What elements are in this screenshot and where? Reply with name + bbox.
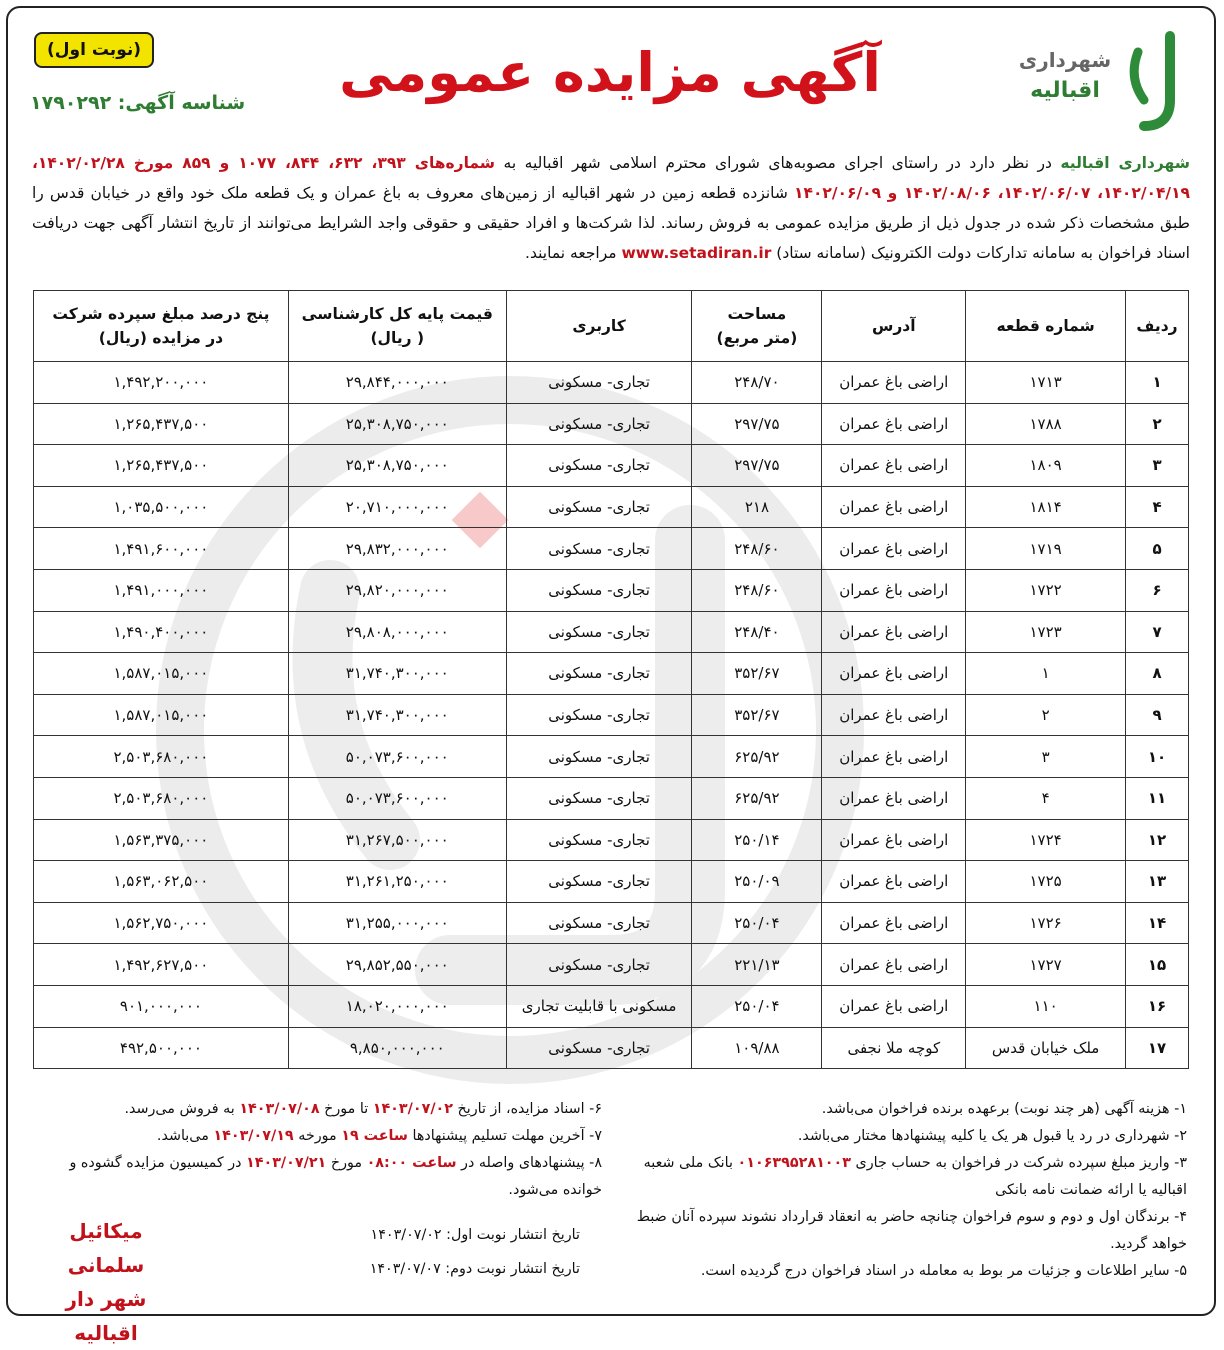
row-number-cell: ۸ [1126,653,1189,695]
header-price-line2: ( ریال) [370,329,425,347]
note-3 [622,1150,1187,1204]
table-row [34,736,1189,778]
usage-cell: تجاری- مسکونی [506,611,692,653]
row-number-cell: ۱۰ [1126,736,1189,778]
price-cell: ۲۹,۸۲۰,۰۰۰,۰۰۰ [288,569,506,611]
notes-right [622,1096,1187,1285]
usage-cell: تجاری- مسکونی [506,528,692,570]
usage-cell: تجاری- مسکونی [506,362,692,404]
table-row [34,944,1189,986]
header-usage: کاربری [506,291,692,362]
issue-badge: (نوبت اول) [34,32,154,68]
parcel-cell: ۱۷۲۵ [966,861,1126,903]
address-cell: اراضی باغ عمران [822,569,966,611]
price-cell: ۵۰,۰۷۳,۶۰۰,۰۰۰ [288,777,506,819]
deposit-cell: ۹۰۱,۰۰۰,۰۰۰ [34,985,289,1027]
address-cell: اراضی باغ عمران [822,445,966,487]
table-row [34,902,1189,944]
row-number-cell: ۳ [1126,445,1189,487]
note-7-a: ۷- آخرین مهلت تسلیم پیشنهادها [407,1128,602,1144]
note-6-a: ۶- اسناد مزایده، از تاریخ [453,1101,602,1117]
deposit-cell: ۱,۴۹۱,۰۰۰,۰۰۰ [34,569,289,611]
note-2: ۲- شهرداری در رد یا قبول هر یک یا کلیه پیشنهادها مختار می‌باشد. [797,1128,1187,1144]
row-number-cell: ۱۳ [1126,861,1189,903]
address-cell: اراضی باغ عمران [822,362,966,404]
price-cell: ۱۸,۰۲۰,۰۰۰,۰۰۰ [288,985,506,1027]
row-number-cell: ۱ [1126,362,1189,404]
parcel-cell: ملک خیابان قدس [966,1027,1126,1069]
deposit-cell: ۴۹۲,۵۰۰,۰۰۰ [34,1027,289,1069]
note-7 [32,1123,602,1150]
table-row [34,653,1189,695]
price-cell: ۵۰,۰۷۳,۶۰۰,۰۰۰ [288,736,506,778]
table-row [34,611,1189,653]
intro-part2: شانزده قطعه زمین در شهر اقبالیه از زمین‌های معروف به باغ عمران و یک قطعه ملک خود واقع در خیابان قدس را طبق مشخصات ذکر شده در جدول ذیل از طریق مزایده عمومی به فروش رساند. لذا شرکت‌ها و افراد حقیقی و حقوقی واجد الشرایط می‌توانند از تاریخ انتشار آگهی جهت دریافت اسناد فراخوان به سامانه تدارکات دولت الکترونیک (سامانه ستاد) [32,184,1190,262]
row-number-cell: ۱۱ [1126,777,1189,819]
deposit-cell: ۱,۵۶۳,۰۶۲,۵۰۰ [34,861,289,903]
address-cell: اراضی باغ عمران [822,486,966,528]
municipality-logo [1010,30,1185,135]
note-7-time: ساعت ۱۹ [341,1128,408,1144]
address-cell: اراضی باغ عمران [822,528,966,570]
table-row [34,528,1189,570]
deposit-cell: ۱,۵۸۷,۰۱۵,۰۰۰ [34,694,289,736]
note-7-c: می‌باشد. [156,1128,214,1144]
usage-cell: تجاری- مسکونی [506,653,692,695]
area-cell: ۲۵۰/۱۴ [692,819,822,861]
note-3-account: ۰۱۰۶۳۹۵۲۸۱۰۰۳ [737,1155,851,1171]
row-number-cell: ۶ [1126,569,1189,611]
note-6-date1: ۱۴۰۳/۰۷/۰۲ [372,1101,453,1117]
row-number-cell: ۱۲ [1126,819,1189,861]
area-cell: ۲۴۸/۶۰ [692,528,822,570]
row-number-cell: ۷ [1126,611,1189,653]
logo-line2: اقبالیه [1030,78,1100,103]
note-6-date2: ۱۴۰۳/۰۷/۰۸ [239,1101,320,1117]
area-cell: ۲۹۷/۷۵ [692,445,822,487]
usage-cell: تجاری- مسکونی [506,403,692,445]
table-row [34,486,1189,528]
note-3-b: بانک ملی شعبه اقبالیه یا ارائه ضمانت نامه بانکی [643,1155,1187,1198]
logo-line1: شهرداری [1018,48,1112,72]
signer-block [36,1214,176,1350]
address-cell: کوچه ملا نجفی [822,1027,966,1069]
deposit-cell: ۱,۴۹۲,۶۲۷,۵۰۰ [34,944,289,986]
row-number-cell: ۴ [1126,486,1189,528]
note-1: ۱- هزینه آگهی (هر چند نوبت) برعهده برنده فراخوان می‌باشد. [821,1101,1187,1117]
address-cell: اراضی باغ عمران [822,861,966,903]
price-cell: ۲۹,۸۵۲,۵۵۰,۰۰۰ [288,944,506,986]
price-cell: ۳۱,۲۵۵,۰۰۰,۰۰۰ [288,902,506,944]
area-cell: ۶۲۵/۹۲ [692,777,822,819]
deposit-cell: ۱,۲۶۵,۴۳۷,۵۰۰ [34,403,289,445]
table-row [34,777,1189,819]
ad-id: شناسه آگهی: ۱۷۹۰۲۹۲ [30,92,246,114]
notes-left [32,1096,602,1204]
publication-dates [340,1218,580,1286]
intro-part1: در نظر دارد در راستای اجرای مصوبه‌های شورای محترم اسلامی شهر اقبالیه به [495,154,1061,172]
usage-cell: تجاری- مسکونی [506,902,692,944]
area-cell: ۳۵۲/۶۷ [692,694,822,736]
note-6-c: به فروش می‌رسد. [124,1101,240,1117]
auction-table [33,290,1189,1069]
row-number-cell: ۲ [1126,403,1189,445]
note-7-date: ۱۴۰۳/۰۷/۱۹ [213,1128,294,1144]
parcel-cell: ۱۸۱۴ [966,486,1126,528]
area-cell: ۲۵۰/۰۴ [692,985,822,1027]
page-title: آگهی مزایده عمومی [339,41,881,104]
table-row [34,694,1189,736]
usage-cell: مسکونی با قابلیت تجاری [506,985,692,1027]
intro-resolution-numbers: شماره‌های ۳۹۳، ۶۳۲، ۸۴۴، ۱۰۷۷ و ۸۵۹ مورخ ۱۴۰۲/۰۲/۲۸، ۱۴۰۲/۰۴/۱۹، ۱۴۰۲/۰۶/۰۷، ۱۴۰۲/۰۸/۰۶ و ۱۴۰۲/۰۶/۰۹ [32,154,1191,202]
price-cell: ۳۱,۲۶۷,۵۰۰,۰۰۰ [288,819,506,861]
usage-cell: تجاری- مسکونی [506,819,692,861]
note-8-a: ۸- پیشنهادهای واصله در [456,1155,602,1171]
header-deposit-line2: در مزایده (ریال) [98,329,224,347]
price-cell: ۲۵,۳۰۸,۷۵۰,۰۰۰ [288,403,506,445]
note-8-time: ساعت ۰۸:۰۰ [366,1155,457,1171]
address-cell: اراضی باغ عمران [822,611,966,653]
parcel-cell: ۱۷۲۴ [966,819,1126,861]
area-cell: ۲۹۷/۷۵ [692,403,822,445]
usage-cell: تجاری- مسکونی [506,1027,692,1069]
intro-org: شهرداری اقبالیه [1060,154,1191,172]
usage-cell: تجاری- مسکونی [506,445,692,487]
parcel-cell: ۱۷۲۷ [966,944,1126,986]
area-cell: ۱۰۹/۸۸ [692,1027,822,1069]
table-row [34,1027,1189,1069]
area-cell: ۲۲۱/۱۳ [692,944,822,986]
usage-cell: تجاری- مسکونی [506,777,692,819]
header-row-number: ردیف [1126,291,1189,362]
deposit-cell: ۱,۰۳۵,۵۰۰,۰۰۰ [34,486,289,528]
parcel-cell: ۱ [966,653,1126,695]
table-row [34,362,1189,404]
parcel-cell: ۳ [966,736,1126,778]
area-cell: ۶۲۵/۹۲ [692,736,822,778]
row-number-cell: ۹ [1126,694,1189,736]
price-cell: ۲۹,۸۳۲,۰۰۰,۰۰۰ [288,528,506,570]
usage-cell: تجاری- مسکونی [506,694,692,736]
table-row [34,819,1189,861]
area-cell: ۲۵۰/۰۴ [692,902,822,944]
logo-emblem-icon [1122,30,1184,135]
signer-name: میکائیل سلمانی [67,1219,145,1277]
price-cell: ۳۱,۷۴۰,۳۰۰,۰۰۰ [288,653,506,695]
note-3-a: ۳- واریز مبلغ سپرده شرکت در فراخوان به حساب جاری [850,1155,1187,1171]
parcel-cell: ۱۸۰۹ [966,445,1126,487]
header-parcel: شماره قطعه [966,291,1126,362]
parcel-cell: ۱۱۰ [966,985,1126,1027]
row-number-cell: ۱۴ [1126,902,1189,944]
usage-cell: تجاری- مسکونی [506,861,692,903]
header-address: آدرس [822,291,966,362]
usage-cell: تجاری- مسکونی [506,944,692,986]
publication-second: تاریخ انتشار نوبت دوم: ۱۴۰۳/۰۷/۰۷ [369,1261,580,1277]
row-number-cell: ۵ [1126,528,1189,570]
header-area-line1: مساحت [727,305,787,323]
address-cell: اراضی باغ عمران [822,985,966,1027]
signer-title: شهر دار اقبالیه [65,1287,147,1345]
table-row [34,569,1189,611]
table-body [34,362,1189,1069]
price-cell: ۲۹,۸۴۴,۰۰۰,۰۰۰ [288,362,506,404]
price-cell: ۹,۸۵۰,۰۰۰,۰۰۰ [288,1027,506,1069]
price-cell: ۲۰,۷۱۰,۰۰۰,۰۰۰ [288,486,506,528]
row-number-cell: ۱۷ [1126,1027,1189,1069]
note-6-b: تا مورخ [319,1101,373,1117]
header-price-line1: قیمت پایه کل کارشناسی [301,305,493,323]
area-cell: ۲۴۸/۴۰ [692,611,822,653]
area-cell: ۲۱۸ [692,486,822,528]
parcel-cell: ۲ [966,694,1126,736]
note-8-c: در کمیسیون مزایده گشوده و خوانده می‌شود. [69,1155,602,1198]
parcel-cell: ۱۷۱۹ [966,528,1126,570]
address-cell: اراضی باغ عمران [822,736,966,778]
setadiran-link[interactable]: www.setadiran.ir [621,244,772,262]
note-4: ۴- برندگان اول و دوم و سوم فراخوان چنانچه حاضر به انعقاد قرارداد نشوند سپرده آنان ضبط خواهد گردید. [636,1209,1187,1252]
price-cell: ۲۵,۳۰۸,۷۵۰,۰۰۰ [288,445,506,487]
area-cell: ۲۴۸/۶۰ [692,569,822,611]
parcel-cell: ۱۷۲۶ [966,902,1126,944]
deposit-cell: ۲,۵۰۳,۶۸۰,۰۰۰ [34,736,289,778]
usage-cell: تجاری- مسکونی [506,486,692,528]
note-5: ۵- سایر اطلاعات و جزئیات مر بوط به معامله در اسناد فراخوان درج گردیده است. [700,1263,1187,1279]
deposit-cell: ۱,۴۹۱,۶۰۰,۰۰۰ [34,528,289,570]
parcel-cell: ۴ [966,777,1126,819]
note-7-b: مورخه [293,1128,342,1144]
parcel-cell: ۱۷۸۸ [966,403,1126,445]
address-cell: اراضی باغ عمران [822,819,966,861]
address-cell: اراضی باغ عمران [822,403,966,445]
table-row [34,861,1189,903]
deposit-cell: ۱,۵۶۲,۷۵۰,۰۰۰ [34,902,289,944]
parcel-cell: ۱۷۲۳ [966,611,1126,653]
note-8-date: ۱۴۰۳/۰۷/۲۱ [246,1155,327,1171]
header-deposit [34,291,289,362]
table-header-row [34,291,1189,362]
table-row [34,985,1189,1027]
area-cell: ۲۵۰/۰۹ [692,861,822,903]
deposit-cell: ۱,۵۸۷,۰۱۵,۰۰۰ [34,653,289,695]
usage-cell: تجاری- مسکونی [506,569,692,611]
deposit-cell: ۱,۴۹۲,۲۰۰,۰۰۰ [34,362,289,404]
price-cell: ۳۱,۲۶۱,۲۵۰,۰۰۰ [288,861,506,903]
address-cell: اراضی باغ عمران [822,777,966,819]
row-number-cell: ۱۶ [1126,985,1189,1027]
table-row [34,403,1189,445]
address-cell: اراضی باغ عمران [822,944,966,986]
parcel-cell: ۱۷۱۳ [966,362,1126,404]
deposit-cell: ۱,۴۹۰,۴۰۰,۰۰۰ [34,611,289,653]
address-cell: اراضی باغ عمران [822,653,966,695]
header-price [288,291,506,362]
price-cell: ۲۹,۸۰۸,۰۰۰,۰۰۰ [288,611,506,653]
parcel-cell: ۱۷۲۲ [966,569,1126,611]
intro-part3: مراجعه نمایند. [525,244,622,262]
address-cell: اراضی باغ عمران [822,694,966,736]
note-6 [32,1096,602,1123]
deposit-cell: ۱,۵۶۳,۳۷۵,۰۰۰ [34,819,289,861]
price-cell: ۳۱,۷۴۰,۳۰۰,۰۰۰ [288,694,506,736]
deposit-cell: ۱,۲۶۵,۴۳۷,۵۰۰ [34,445,289,487]
header-area [692,291,822,362]
usage-cell: تجاری- مسکونی [506,736,692,778]
area-cell: ۳۵۲/۶۷ [692,653,822,695]
area-cell: ۲۴۸/۷۰ [692,362,822,404]
deposit-cell: ۲,۵۰۳,۶۸۰,۰۰۰ [34,777,289,819]
note-8-b: مورخ [326,1155,367,1171]
table-row [34,445,1189,487]
address-cell: اراضی باغ عمران [822,902,966,944]
header-deposit-line1: پنج درصد مبلغ سپرده شرکت [52,305,270,323]
note-8 [32,1150,602,1204]
header-area-line2: (متر مربع) [716,329,798,347]
publication-first: تاریخ انتشار نوبت اول: ۱۴۰۳/۰۷/۰۲ [370,1227,580,1243]
intro-paragraph [32,148,1190,268]
row-number-cell: ۱۵ [1126,944,1189,986]
